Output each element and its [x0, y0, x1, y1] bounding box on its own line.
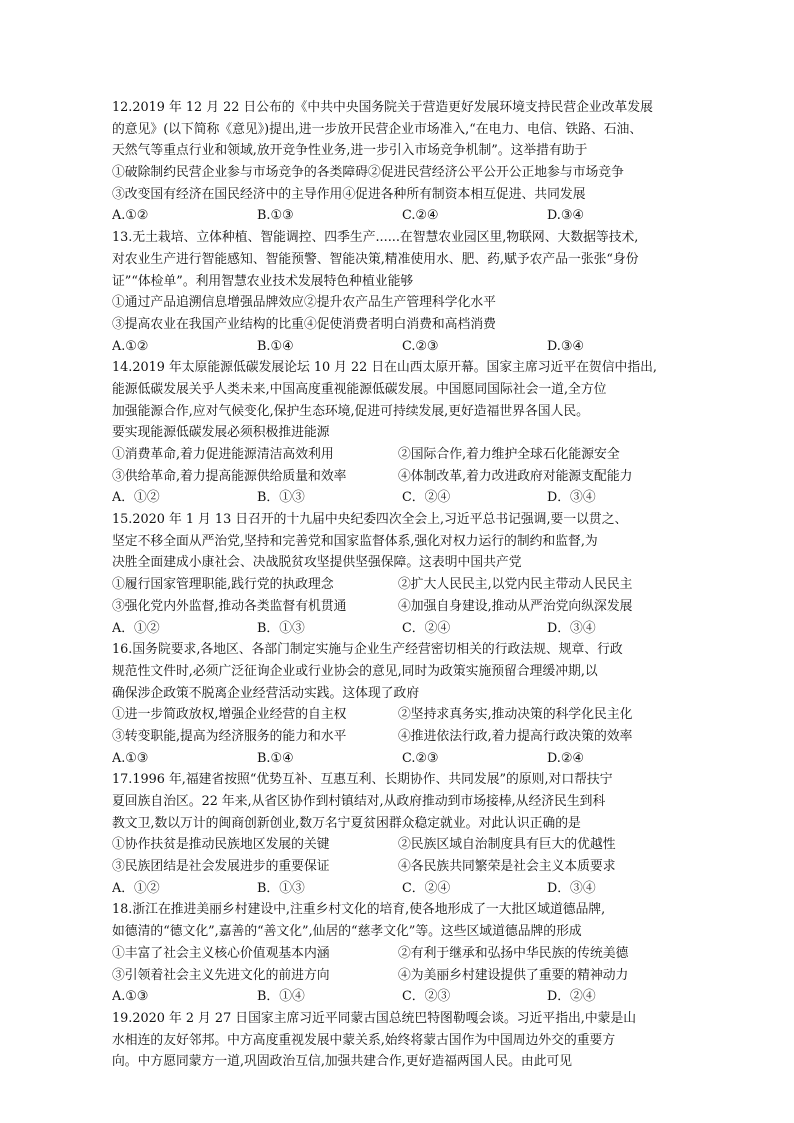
question-text: 坚定不移全面从严治党,坚持和完善党和国家监督体系,强化对权力运行的制约和监督,为 [112, 533, 598, 549]
statement-line [112, 466, 692, 488]
answer-options [112, 205, 692, 227]
option-c: C.②③ [402, 338, 439, 354]
statement-line: ①通过产品追溯信息增强品牌效应②提升农产品生产管理科学化水平 [112, 295, 496, 311]
statement-line [112, 704, 692, 726]
statement-2: ②国际合作,着力维护全球石化能源安全 [398, 447, 620, 462]
statement-1: ①协作扶贫是推动民族地区发展的关键 [112, 837, 330, 853]
answer-options [112, 986, 692, 1008]
option-d: D.③④ [547, 208, 584, 224]
statement-line [112, 444, 692, 466]
statement-2: ②坚持求真务实,推动决策的科学化民主化 [398, 707, 633, 723]
statement-2: ②民族区域自治制度具有巨大的优越性 [398, 837, 616, 853]
question-text: 加强能源合作,应对气候变化,保护生态环境,促进可持续发展,更好造福世界各国人民。 [112, 403, 589, 419]
question-text: 证”“体检单”。利用智慧农业技术发展特色种植业能够 [112, 273, 414, 289]
option-c: C．②③ [402, 989, 451, 1005]
statement-line [112, 943, 692, 965]
option-c: C．②④ [402, 490, 451, 506]
statement-3: ③民族团结是社会发展进步的重要保证 [112, 859, 330, 875]
question-text: 要实现能源低碳发展必须积极推进能源 [112, 425, 330, 441]
question-text: 决胜全面建成小康社会、决战脱贫攻坚提供坚强保障。这表明中国共产党 [112, 555, 522, 571]
question-19 [112, 1008, 692, 1073]
statement-line [112, 856, 692, 878]
option-c: C.②③ [402, 750, 439, 766]
option-d: D．②④ [547, 989, 596, 1005]
question-12 [112, 97, 692, 227]
statement-line [112, 596, 692, 618]
question-text: 确保涉企政策不脱离企业经营活动实践。这体现了政府 [112, 685, 420, 701]
question-text: 如德清的“德文化”,嘉善的“善文化”,仙居的“慈孝文化”等。这些区域道德品牌的形成 [112, 924, 582, 940]
option-c: C．②④ [402, 880, 451, 896]
option-c: C.②④ [402, 208, 439, 224]
exam-page [112, 97, 692, 1073]
statement-1: ①履行国家管理职能,践行党的执政理念 [112, 577, 334, 593]
question-text: 12.2019 年 12 月 22 日公布的《中共中央国务院关于营造更好发展环境支持民营企业改革发展 [112, 100, 653, 115]
option-a: A．①② [112, 620, 160, 636]
statement-line: ①破除制约民营企业参与市场竞争的各类障碍②促进民营经济公平公开公正地参与市场竞争 [112, 165, 624, 181]
option-b: B．①④ [257, 989, 305, 1005]
statement-4: ④各民族共同繁荣是社会主义本质要求 [398, 859, 616, 875]
option-a: A.①③ [112, 989, 149, 1005]
statement-line: ③提高农业在我国产业结构的比重④促使消费者明白消费和高档消费 [112, 316, 496, 332]
question-13 [112, 227, 692, 357]
question-text: 夏回族自治区。22 年来,从省区协作到村镇结对,从政府推动到市场接棒,从经济民生到科 [112, 794, 606, 809]
option-c: C．②④ [402, 620, 451, 636]
option-b: B．①③ [257, 490, 305, 506]
question-text: 对农业生产进行智能感知、智能预警、智能决策,精准使用水、肥、药,赋予农产品一张张“身份 [112, 251, 639, 267]
question-16 [112, 639, 692, 769]
option-d: D.②④ [547, 750, 584, 766]
answer-options [112, 618, 692, 640]
statement-1: ①进一步简政放权,增强企业经营的自主权 [112, 707, 347, 723]
question-text: 17.1996 年,福建省按照“优势互补、互惠互利、长期协作、共同发展”的原则,对口帮扶宁 [112, 772, 613, 788]
question-15 [112, 509, 692, 639]
statement-3: ③引领着社会主义先进文化的前进方向 [112, 967, 330, 983]
option-d: D．③④ [547, 620, 596, 636]
question-text: 14.2019 年太原能源低碳发展论坛 10 月 22 日在山西太原开幕。国家主席习近平在贺信中指出, [112, 360, 657, 376]
option-b: B．①③ [257, 880, 305, 896]
statement-line [112, 574, 692, 596]
option-d: D．③④ [547, 490, 596, 506]
question-text: 13.无土栽培、立体种植、智能调控、四季生产......在智慧农业园区里,物联网、大数据等技术, [112, 230, 639, 246]
option-b: B.①③ [257, 208, 294, 224]
question-text: 教文卫,数以万计的闽商创新创业,数万名宁夏贫困群众稳定就业。对此认识正确的是 [112, 815, 581, 831]
statement-3: ③供给革命,着力提高能源供给质量和效率 [112, 468, 347, 484]
statement-4: ④推进依法行政,着力提高行政决策的效率 [398, 728, 633, 744]
question-text: 16.国务院要求,各地区、各部门制定实施与企业生产经营密切相关的行政法规、规章、行政 [112, 642, 623, 658]
statement-line [112, 965, 692, 987]
question-text: 向。中方愿同蒙方一道,巩固政治互信,加强共建合作,更好造福两国人民。由此可见 [112, 1054, 573, 1070]
option-a: A.①② [112, 338, 149, 354]
statement-1: ①消费革命,着力促进能源清洁高效利用 [112, 447, 334, 462]
statement-line: ③改变国有经济在国民经济中的主导作用④促进各种所有制资本相互促进、共同发展 [112, 186, 586, 202]
statement-4: ④体制改革,着力改进政府对能源支配能力 [398, 468, 633, 484]
statement-line [112, 726, 692, 748]
option-a: A.①③ [112, 750, 149, 766]
question-18 [112, 899, 692, 1007]
statement-3: ③强化党内外监督,推动各类监督有机贯通 [112, 598, 347, 614]
question-17 [112, 769, 692, 899]
question-14 [112, 357, 692, 509]
statement-3: ③转变职能,提高为经济服务的能力和水平 [112, 728, 347, 744]
statement-2: ②有利于继承和弘扬中华民族的传统美德 [398, 945, 629, 961]
statement-4: ④加强自身建设,推动从严治党向纵深发展 [398, 598, 633, 614]
option-a: A.①② [112, 208, 149, 224]
answer-options [112, 336, 692, 358]
question-text: 规范性文件时,必须广泛征询企业或行业协会的意见,同时为政策实施预留合理缓冲期,以 [112, 663, 598, 679]
answer-options [112, 878, 692, 900]
question-text: 18.浙江在推进美丽乡村建设中,注重乡村文化的培育,使各地形成了一大批区域道德品牌, [112, 902, 606, 918]
option-a: A．①② [112, 490, 160, 506]
question-text: 水相连的友好邻邦。中方高度重视发展中蒙关系,始终将蒙古国作为中国周边外交的重要方 [112, 1032, 616, 1048]
statement-1: ①丰富了社会主义核心价值观基本内涵 [112, 945, 330, 961]
statement-4: ④为美丽乡村建设提供了重要的精神动力 [398, 967, 629, 983]
question-text: 19.2020 年 2 月 27 日国家主席习近平同蒙古国总统巴特图勒嘎会谈。习近平指出,中蒙是山 [112, 1010, 637, 1026]
question-text: 15.2020 年 1 月 13 日召开的十九届中央纪委四次全会上,习近平总书记强调,要一以贯之、 [112, 512, 628, 528]
option-b: B．①③ [257, 620, 305, 636]
option-b: B.①④ [257, 750, 294, 766]
option-d: D．③④ [547, 880, 596, 896]
option-a: A．①② [112, 880, 160, 896]
statement-2: ②扩大人民民主,以党内民主带动人民民主 [398, 577, 633, 593]
answer-options [112, 487, 692, 509]
answer-options [112, 748, 692, 770]
question-text: 能源低碳发展关乎人类未来,中国高度重视能源低碳发展。中国愿同国际社会一道,全方位 [112, 381, 607, 397]
question-text: 天然气等重点行业和领域,放开竞争性业务,进一步引入市场竞争机制”。这举措有助于 [112, 143, 588, 159]
option-d: D.③④ [547, 338, 584, 354]
statement-line [112, 834, 692, 856]
question-text: 的意见》(以下简称《意见》)提出,进一步放开民营企业市场准入,“在电力、电信、铁路、石油、 [112, 121, 643, 137]
option-b: B.①④ [257, 338, 294, 354]
